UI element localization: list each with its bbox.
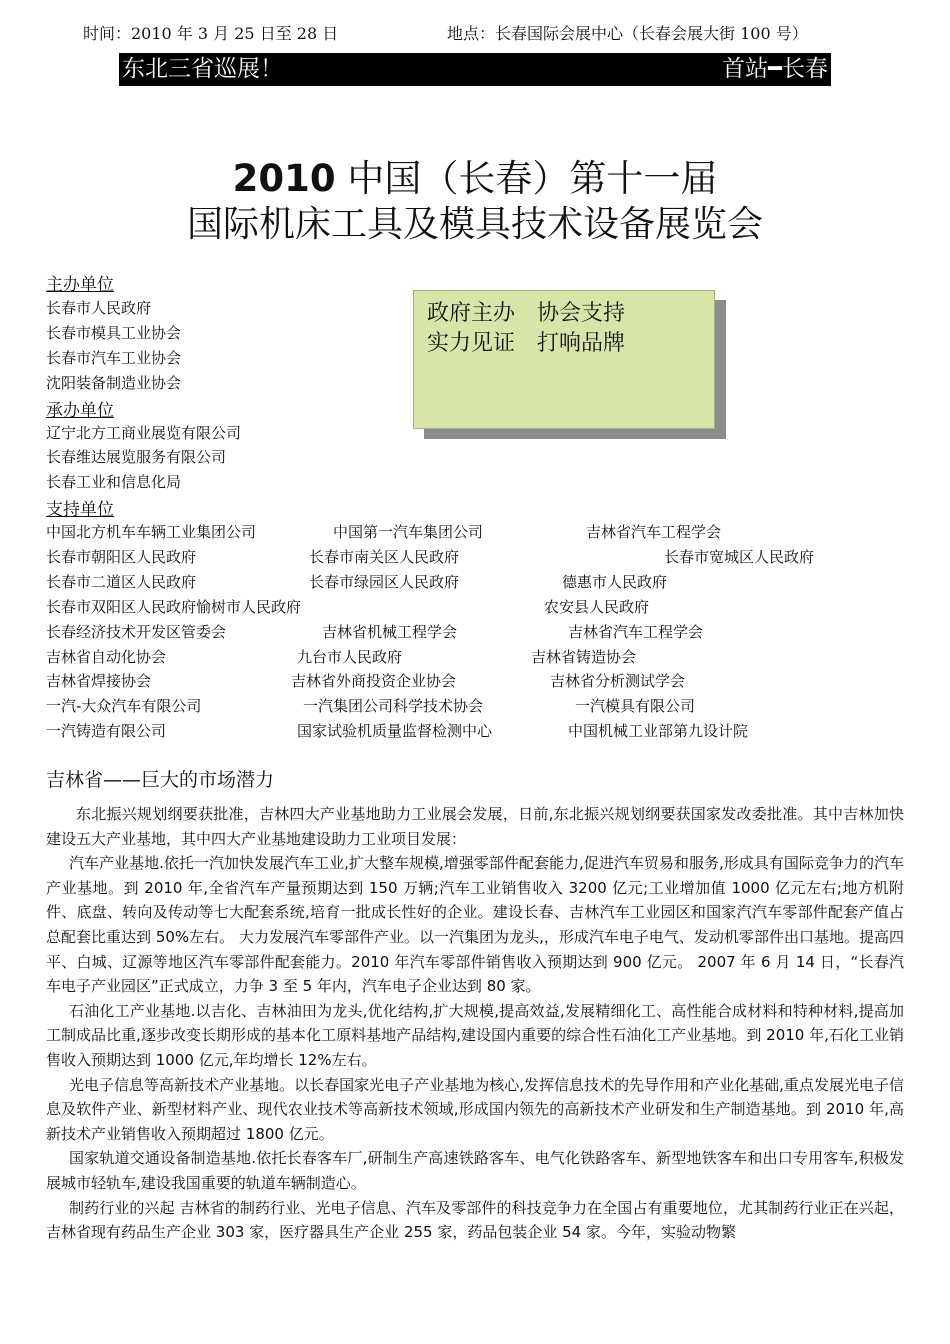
- tour-banner: [119, 53, 831, 86]
- paragraph: 汽车产业基地.依托一汽加快发展汽车工业,扩大整车规模,增强零部件配套能力,促进汽车贸易和服务,形成具有国际竞争力的汽车产业基地。到 2010 年,全省汽车产量预期达到 150 万辆;汽车工业销售收入 3200 亿元;工业增加值 1000 亿元左右;地方机附件、底盘、转向及传动等七大配套系统,培育一批成长性好的企业。建设长春、吉林汽车工业园区和国家汽汽车零部件配套产值占总配套比重达到 50%左右。 大力发展汽车零部件产业。以一汽集团为龙头,，形成汽车电子电气、发动机零部件出口基地。提高四平、白城、辽源等地区汽车零部件配套能力。2010 年汽车零部件销售收入预期达到 900 亿元。 2007 年 6 月 14 日，“长春汽车电子产业园区”正式成立，力争 3 至 5 年内，汽车电子企业达到 80 家。: [46, 854, 904, 996]
- support-unit: 国家试验机质量监督检测中心: [297, 722, 493, 740]
- support-unit: 吉林省焊接协会: [46, 672, 152, 690]
- undertake-item: 长春工业和信息化局: [46, 473, 182, 491]
- support-unit: 吉林省铸造协会: [531, 648, 637, 666]
- support-unit: 农安县人民政府: [544, 598, 650, 616]
- support-unit: 吉林省机械工程学会: [322, 623, 458, 641]
- support-unit: 长春市朝阳区人民政府: [46, 548, 197, 566]
- slogan-line2: 实力见证 打响品牌: [427, 331, 626, 356]
- support-unit: 吉林省汽车工程学会: [568, 623, 704, 641]
- paragraph: 石油化工产业基地.以吉化、吉林油田为龙头,优化结构,扩大规模,提高效益,发展精细化工、高性能合成材料和特种材料,提高加工制成品比重,逐步改变长期形成的基本化工原料基地产品结构,建设国内重要的综合性石油化工产业基地。到 2010 年,石化工业销售收入预期达到 1000 亿元,年均增长 12%左右。: [46, 1001, 904, 1069]
- paragraph: 光电子信息等高新技术产业基地。以长春国家光电子产业基地为核心,发挥信息技术的先导作用和产业化基础,重点发展光电子信息及软件产业、新型材料产业、现代农业技术等高新技术领域,形成国内领先的高新技术产业研发和生产制造基地。到 2010 年,高新技术产业销售收入预期超过 1800 亿元。: [46, 1075, 904, 1143]
- banner-left-text: 东北三省巡展！: [122, 56, 283, 82]
- support-unit: 中国第一汽车集团公司: [333, 523, 484, 541]
- main-title-line1: [0, 148, 950, 202]
- event-location: 地点：长春国际会展中心（长春会展大街 100 号）: [447, 24, 808, 43]
- support-unit: 一汽-大众汽车有限公司: [46, 697, 202, 715]
- slogan-line1: 政府主办 协会支持: [427, 301, 626, 326]
- paragraph: 东北振兴规划纲要获批准，吉林四大产业基地助力工业展会发展，日前,东北振兴规划纲要获国家发改委批准。其中吉林加快建设五大产业基地，其中四大产业基地建设助力工业项目发展：: [46, 805, 904, 848]
- support-unit: 长春经济技术开发区管委会: [46, 623, 227, 641]
- support-title: 支持单位: [46, 500, 114, 520]
- undertake-title: 承办单位: [46, 401, 114, 421]
- support-unit: 长春市宽城区人民政府: [664, 548, 815, 566]
- main-title-line2: 国际机床工具及模具技术设备展览会: [186, 204, 763, 245]
- article-title: 吉林省——巨大的市场潜力: [46, 769, 275, 791]
- support-unit: 一汽集团公司科学技术协会: [303, 697, 484, 715]
- support-unit: 中国北方机车车辆工业集团公司: [46, 523, 257, 541]
- host-item: 长春市汽车工业协会: [46, 349, 182, 367]
- support-unit: 吉林省外商投资企业协会: [291, 672, 457, 690]
- support-unit: 九台市人民政府: [297, 648, 403, 666]
- paragraph: 制药行业的兴起 吉林省的制药行业、光电子信息、汽车及零部件的科技竞争力在全国占有重要地位，尤其制药行业正在兴起，吉林省现有药品生产企业 303 家，医疗器具生产企业 255 家，药品包装企业 54 家。今年，实验动物繁: [46, 1198, 904, 1242]
- slogan-callout: [413, 290, 715, 429]
- support-unit: 吉林省分析测试学会: [550, 672, 686, 690]
- support-unit: 一汽模具有限公司: [575, 697, 696, 715]
- support-unit: 吉林省自动化协会: [46, 648, 167, 666]
- support-unit: 一汽铸造有限公司: [46, 722, 167, 740]
- support-unit: 长春市绿园区人民政府: [309, 573, 460, 591]
- support-unit: 长春市双阳区人民政府愉树市人民政府: [46, 598, 302, 616]
- host-title: 主办单位: [46, 275, 114, 295]
- host-item: 长春市模具工业协会: [46, 324, 182, 342]
- paragraph: 国家轨道交通设备制造基地.依托长春客车厂,研制生产高速铁路客车、电气化铁路客车、新型地铁客车和出口专用客车,积极发展城市轻轨车,建设我国重要的轨道车辆制造心。: [46, 1149, 904, 1192]
- host-item: 长春市人民政府: [46, 299, 152, 317]
- undertake-item: 辽宁北方工商业展览有限公司: [46, 424, 242, 442]
- support-unit: 中国机械工业部第九设计院: [568, 722, 749, 740]
- title-line1-rest: 中国（长春）第十一届: [335, 157, 718, 200]
- support-unit: 吉林省汽车工程学会: [586, 523, 722, 541]
- undertake-item: 长春维达展览服务有限公司: [46, 448, 227, 466]
- article-body: [46, 802, 904, 1245]
- host-item: 沈阳装备制造业协会: [46, 374, 182, 392]
- event-time: 时间：2010 年 3 月 25 日至 28 日: [83, 24, 339, 43]
- support-unit: 德惠市人民政府: [562, 573, 668, 591]
- support-unit: 长春市南关区人民政府: [309, 548, 460, 566]
- title-year: 2010: [232, 157, 336, 200]
- support-unit: 长春市二道区人民政府: [46, 573, 197, 591]
- banner-right-text: 首站━长春: [722, 56, 828, 82]
